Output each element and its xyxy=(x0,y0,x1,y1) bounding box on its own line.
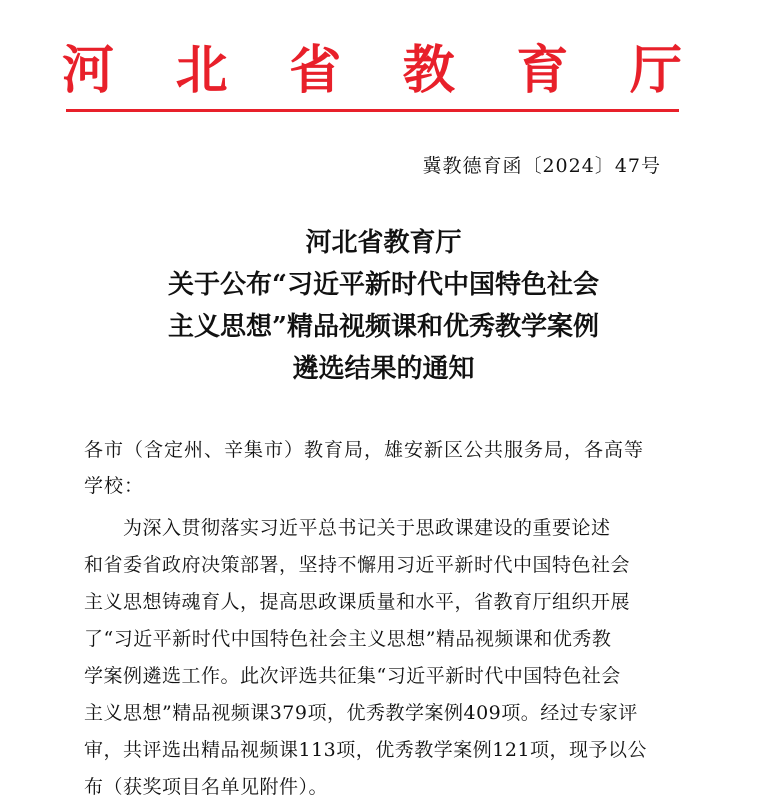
body-paragraph xyxy=(84,510,694,806)
title-line: 主义思想”精品视频课和优秀教学案例 xyxy=(168,312,599,342)
agency-char: 厅 xyxy=(629,40,682,101)
body-line: 了“习近平新时代中国特色社会主义思想”精品视频课和优秀教 xyxy=(84,628,612,650)
salutation xyxy=(84,432,694,504)
body-line: 学案例遴选工作。此次评选共征集“习近平新时代中国特色社会 xyxy=(84,665,621,687)
salutation-line: 各市（含定州、辛集市）教育局，雄安新区公共服务局，各高等 xyxy=(84,439,645,461)
document-number: 冀教德育函〔2024〕47号 xyxy=(422,155,661,177)
body-line: 主义思想铸魂育人，提高思政课质量和水平，省教育厅组织开展 xyxy=(84,591,631,613)
title-line: 河北省教育厅 xyxy=(305,228,462,258)
salutation-line: 学校： xyxy=(84,475,145,497)
body-line: 为深入贯彻落实习近平总书记关于思政课建设的重要论述 xyxy=(84,517,611,539)
agency-char: 教 xyxy=(402,40,455,101)
title-line: 遴选结果的通知 xyxy=(292,354,475,384)
agency-header xyxy=(62,38,682,104)
notice-title xyxy=(0,222,767,390)
title-line: 关于公布“习近平新时代中国特色社会 xyxy=(168,270,599,300)
agency-char: 省 xyxy=(289,40,342,101)
body-line: 主义思想”精品视频课379项，优秀教学案例409项。经过专家评 xyxy=(84,702,638,724)
agency-char: 北 xyxy=(175,40,228,101)
agency-char: 育 xyxy=(516,40,569,101)
body-line: 审，共评选出精品视频课113项，优秀教学案例121项，现予以公 xyxy=(84,739,648,761)
body-line: 布（获奖项目名单见附件）。 xyxy=(84,776,329,798)
body-line: 和省委省政府决策部署，坚持不懈用习近平新时代中国特色社会 xyxy=(84,554,631,576)
header-divider xyxy=(66,109,679,112)
agency-char: 河 xyxy=(62,40,115,101)
